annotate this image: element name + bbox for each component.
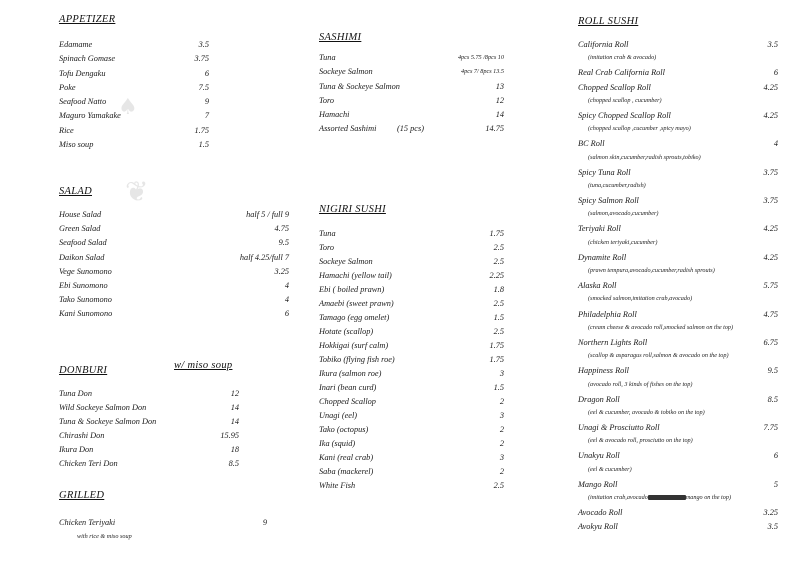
menu-item-price: 14: [495, 110, 504, 120]
menu-item-name: Tako (octopus): [319, 425, 369, 434]
menu-item-price: 5: [773, 479, 778, 489]
menu-item: [59, 40, 209, 54]
menu-item: [319, 53, 504, 67]
watermark-mark: ♠: [118, 95, 138, 120]
menu-item-portion-price: 4pcs 5.75 /8pcs 10: [457, 54, 504, 61]
menu-item: [59, 69, 209, 83]
menu-item-price: 6: [284, 309, 289, 319]
menu-item-description: [578, 54, 778, 68]
menu-item: [319, 327, 504, 341]
menu-item-name: Saba (mackerel): [319, 467, 374, 476]
menu-item-description-text: (salmon skin,cucumber,radish sprouts,tobiko): [588, 153, 701, 161]
menu-item-price: 8.5: [228, 459, 239, 468]
menu-item-description-text: (cream cheese & avocado roll,smocked salmon on the top): [588, 323, 734, 331]
menu-item-description: [578, 324, 778, 338]
menu-item-name: Miso soup: [59, 140, 94, 150]
menu-item-name: Chopped Scallop: [319, 397, 376, 406]
donburi-section: [59, 360, 239, 473]
menu-item-description-text: mango on the top): [685, 494, 732, 501]
menu-item-description: [578, 239, 778, 253]
menu-item-price: 3: [499, 411, 504, 420]
menu-item-name: Rice: [59, 125, 74, 135]
menu-item-description-text: (imitation crab,avocado: [588, 494, 648, 501]
grilled-section: [59, 490, 267, 545]
menu-item-description: [59, 533, 239, 545]
menu-item: [319, 411, 504, 425]
redacted-mark: [648, 495, 686, 500]
menu-item-description-text: (eel & cucumber): [588, 465, 632, 473]
menu-item: [319, 453, 504, 467]
menu-item: [319, 481, 504, 495]
menu-item-description: [578, 97, 778, 111]
menu-item-name: Maguro Yamakake: [59, 111, 121, 121]
menu-item-name: Amaebi (sweet prawn): [319, 299, 394, 308]
menu-item-price: 1.75: [489, 229, 504, 238]
menu-item-description-text: (imitation crab & avocado): [588, 54, 657, 62]
menu-item-name: Real Crab California Roll: [578, 68, 665, 78]
menu-item: [59, 280, 289, 295]
menu-item-description: [578, 409, 778, 423]
appetizer-list: [59, 40, 209, 154]
menu-item: [319, 82, 504, 96]
menu-item-description-text: (avocado roll, 3 kinds of fishes on the top): [588, 380, 693, 388]
menu-item-quantity: (15 pcs): [397, 124, 424, 134]
menu-item-price: 14: [230, 403, 239, 412]
menu-item: [319, 439, 504, 453]
menu-item-description-text: (smocked salmon,imitation crab,avocado): [588, 295, 693, 303]
menu-item-price: 2.5: [493, 299, 504, 308]
roll-sushi-list: [578, 40, 778, 537]
menu-item: [319, 299, 504, 313]
menu-item-name: Unagi & Prosciutto Roll: [578, 423, 660, 433]
menu-item: [319, 110, 504, 124]
menu-item: [578, 366, 778, 380]
menu-item-name: Ikura (salmon roe): [319, 369, 382, 378]
menu-item-portion-price: 4pcs 7/ 8pcs 13.5: [461, 68, 504, 76]
menu-item-price: 4.75: [274, 224, 289, 234]
menu-item: [59, 389, 239, 403]
menu-item-price: 12: [230, 389, 239, 398]
menu-item: [319, 397, 504, 411]
menu-item: [319, 243, 504, 257]
menu-item: [578, 168, 778, 182]
menu-item-price: 1.8: [493, 285, 504, 294]
menu-item-price: 2.5: [493, 327, 504, 336]
menu-item-price: 4.25: [763, 224, 778, 234]
menu-item-name: Philadelphia Roll: [578, 309, 637, 319]
menu-item-name: Green Salad: [59, 224, 101, 234]
menu-item-price: 2.5: [493, 257, 504, 266]
menu-item-price: 14.75: [485, 124, 504, 134]
menu-item-description-text: (chopped scallop , cucumber): [588, 96, 662, 104]
menu-item: [59, 252, 289, 267]
donburi-list: [59, 389, 239, 473]
menu-item-name: Sockeye Salmon: [319, 257, 373, 266]
menu-item-description: [578, 381, 778, 395]
menu-item: [59, 295, 289, 309]
menu-item-price: 3.75: [763, 167, 778, 177]
menu-item-description: [578, 437, 778, 451]
menu-item-name: Ikura Don: [59, 445, 94, 454]
menu-item-name: Ika (squid): [319, 439, 356, 448]
menu-item-name: Seafood Salad: [59, 238, 107, 248]
menu-item-price: 3.25: [274, 266, 289, 276]
menu-item-name: Tobiko (flying fish roe): [319, 355, 395, 364]
menu-item-price: 9.5: [278, 238, 289, 248]
menu-item-price: 18: [230, 445, 239, 454]
menu-item-name: Happiness Roll: [578, 366, 629, 376]
menu-item: [59, 445, 239, 459]
menu-item-price: 15.95: [220, 431, 239, 440]
menu-item: [319, 124, 504, 138]
menu-item-price: 2: [499, 425, 504, 434]
menu-item: [578, 480, 778, 494]
menu-item-price: 12: [495, 95, 504, 105]
menu-item-price: 8.5: [767, 394, 778, 404]
menu-item: [578, 423, 778, 437]
menu-item-name: Assorted Sashimi: [319, 124, 377, 134]
menu-item-name: Hamachi: [319, 110, 350, 120]
menu-item-description-text: (salmon,avocado,cucumber): [588, 210, 659, 218]
menu-item: [59, 140, 209, 154]
menu-item-description-text: with rice & miso soup: [77, 533, 132, 540]
menu-item-name: Tuna Don: [59, 389, 92, 398]
menu-item-name: Teriyaki Roll: [578, 224, 621, 234]
menu-item-name: Spicy Salmon Roll: [578, 196, 639, 206]
sashimi-list: [319, 53, 504, 139]
menu-item-name: Spicy Chopped Scallop Roll: [578, 110, 671, 120]
menu-item: [319, 467, 504, 481]
menu-item-price: 1.5: [198, 140, 209, 150]
menu-item-name: Vege Sunomono: [59, 266, 112, 276]
menu-item: [578, 83, 778, 97]
menu-item-name: Mango Roll: [578, 479, 618, 489]
menu-item-name: Tuna: [319, 229, 336, 238]
menu-item: [578, 224, 778, 238]
menu-item: [319, 355, 504, 369]
menu-item-name: Ebi ( boiled prawn): [319, 285, 385, 294]
menu-item: [578, 508, 778, 522]
menu-item-name: Chicken Teri Don: [59, 459, 118, 468]
menu-item-price: half 5 / full 9: [246, 210, 289, 219]
menu-item-price: 2: [499, 467, 504, 476]
menu-item-description: [578, 182, 778, 196]
menu-item-description: [578, 494, 778, 508]
donburi-subtitle: w/ miso soup: [174, 360, 233, 371]
menu-item-name: Ebi Sunomono: [59, 280, 108, 290]
menu-item: [578, 68, 778, 82]
menu-item-price: 2.5: [493, 243, 504, 252]
menu-item-price: 3.5: [198, 40, 209, 49]
menu-item: [578, 111, 778, 125]
menu-item-price: 1.75: [194, 125, 209, 135]
menu-item-description-text: (chopped scallop ,cucumber ,spicy mayo): [588, 125, 691, 133]
menu-item: [59, 54, 209, 68]
menu-item-name: Kani Sunomono: [59, 309, 113, 319]
menu-item-name: Poke: [59, 82, 76, 92]
roll-sushi-section: [578, 16, 778, 537]
menu-item: [578, 40, 778, 54]
menu-item-price: 4: [284, 280, 289, 290]
menu-item-name: Seafood Natto: [59, 97, 107, 107]
menu-item-name: Toro: [319, 243, 335, 252]
menu-item: [59, 266, 289, 281]
menu-item-name: Wild Sockeye Salmon Don: [59, 403, 147, 412]
menu-item-price: 2.5: [493, 481, 504, 490]
appetizer-section: [59, 14, 209, 154]
menu-item: [319, 271, 504, 285]
menu-item-price: 7.75: [763, 423, 778, 433]
menu-item-description: [578, 154, 778, 168]
menu-item-name: Hamachi (yellow tail): [319, 271, 392, 280]
menu-item-name: Dynamite Roll: [578, 252, 627, 262]
nigiri-title: NIGIRI SUSHI: [319, 204, 386, 215]
menu-item-name: Tuna & Sockeye Salmon Don: [59, 417, 157, 426]
sashimi-title: SASHIMI: [319, 32, 362, 43]
menu-item-price: 3.25: [763, 508, 778, 518]
menu-item-price: 3: [499, 369, 504, 378]
menu-item: [59, 518, 267, 531]
menu-item-description-text: (prawn tempura,avocado,cucumber,radish sprouts): [588, 267, 715, 274]
menu-item-name: Edamame: [59, 40, 93, 49]
menu-item: [578, 338, 778, 352]
grilled-title: GRILLED: [59, 490, 105, 501]
menu-item-name: Tako Sunomono: [59, 295, 112, 305]
menu-item-description-text: (eel & avocado roll, prosciutto on the top): [588, 437, 693, 445]
menu-item-price: 3.75: [763, 196, 778, 206]
menu-item-name: Spicy Tuna Roll: [578, 167, 631, 177]
menu-item-name: Tofu Dengaku: [59, 68, 106, 78]
menu-item-price: 3.5: [767, 522, 778, 532]
menu-item-name: Avokyu Roll: [578, 522, 618, 532]
menu-item-price: 6: [773, 451, 778, 461]
menu-item-price: 5.75: [763, 281, 778, 291]
menu-item: [319, 383, 504, 397]
menu-item: [59, 459, 239, 473]
grilled-list: [59, 518, 267, 545]
appetizer-title: APPETIZER: [59, 14, 116, 25]
menu-item-price: 7: [204, 111, 209, 121]
menu-item-price: 6.75: [763, 337, 778, 347]
menu-item-name: Unagi (eel): [319, 411, 358, 420]
menu-item: [59, 111, 209, 125]
menu-item-price: 4.75: [763, 309, 778, 319]
menu-item: [59, 403, 239, 417]
menu-item: [578, 139, 778, 153]
menu-item-name: Chopped Scallop Roll: [578, 82, 651, 92]
menu-item-price: 9: [262, 518, 267, 527]
menu-item: [319, 369, 504, 383]
menu-item-price: 1.5: [493, 313, 504, 322]
menu-item-name: Tuna & Sockeye Salmon: [319, 81, 400, 91]
menu-item-name: House Salad: [59, 210, 102, 219]
menu-item-name: Daikon Salad: [59, 252, 105, 262]
menu-item-price: 14: [230, 417, 239, 426]
roll-sushi-title: ROLL SUSHI: [578, 16, 639, 27]
menu-item: [319, 285, 504, 299]
menu-item-description: [578, 466, 778, 480]
menu-item: [59, 126, 209, 140]
watermark-mark: ❦: [125, 175, 149, 208]
menu-item: [319, 257, 504, 271]
menu-item: [319, 96, 504, 110]
menu-item-price: 1.75: [489, 355, 504, 364]
menu-item-price: 3.75: [194, 54, 209, 64]
menu-item-price: 1.75: [489, 341, 504, 350]
menu-item: [59, 417, 239, 431]
menu-item-price: 4: [773, 139, 778, 149]
menu-item-name: Hotate (scallop): [319, 327, 374, 336]
menu-item-price: 2: [499, 439, 504, 448]
menu-item: [578, 281, 778, 295]
menu-item-name: Unakyu Roll: [578, 451, 620, 461]
menu-item-name: Chicken Teriyaki: [59, 518, 116, 527]
salad-list: [59, 210, 289, 324]
menu-item-price: 9.5: [767, 366, 778, 376]
menu-item-name: White Fish: [319, 481, 356, 490]
nigiri-section: [319, 204, 504, 495]
menu-item-name: BC Roll: [578, 139, 605, 149]
menu-item-name: Alaska Roll: [578, 281, 617, 291]
menu-item-name: Avocado Roll: [578, 508, 623, 518]
menu-item: [578, 395, 778, 409]
menu-item-description-text: (scallop & asparagus roll,salmon & avocado on the top): [588, 352, 729, 360]
menu-item-description: [578, 210, 778, 224]
salad-section: [59, 186, 289, 324]
menu-item-price: 3: [499, 453, 504, 462]
menu-item-price: 6: [204, 68, 209, 78]
menu-item-description: [578, 267, 778, 281]
menu-item-name: Kani (real crab): [319, 453, 374, 462]
menu-item-price: 7.5: [198, 82, 209, 92]
menu-item-price: 6: [773, 68, 778, 78]
menu-item-price: 13: [495, 81, 504, 91]
menu-item-price: 2: [499, 397, 504, 406]
menu-item-name: Tamago (egg omelet): [319, 313, 390, 322]
sashimi-section: [319, 32, 504, 139]
menu-item: [319, 229, 504, 243]
menu-item-price: 3.5: [767, 40, 778, 49]
menu-item: [578, 451, 778, 465]
menu-item: [59, 224, 289, 238]
menu-item-name: Inari (bean curd): [319, 383, 377, 392]
menu-item: [578, 522, 778, 536]
menu-item: [319, 67, 504, 81]
menu-item-price: 4.25: [763, 82, 778, 92]
menu-item: [59, 309, 289, 323]
salad-title: SALAD: [59, 186, 92, 197]
menu-item: [59, 238, 289, 252]
menu-item-name: Toro: [319, 95, 335, 105]
menu-item: [319, 313, 504, 327]
menu-item-name: Dragon Roll: [578, 394, 620, 404]
menu-item: [59, 97, 209, 111]
menu-item-name: Hokkigai (surf calm): [319, 341, 389, 350]
menu-item: [319, 341, 504, 355]
menu-item: [578, 196, 778, 210]
menu-item-price: 4.25: [763, 110, 778, 120]
menu-item-price: 4: [284, 295, 289, 305]
menu-item-description: [578, 295, 778, 309]
menu-item: [59, 210, 289, 224]
menu-item-description: [578, 352, 778, 366]
menu-item-price: 2.25: [489, 271, 504, 280]
menu-item-description-text: (eel & cucumber, avocado & tobiko on the top): [588, 408, 705, 416]
nigiri-list: [319, 229, 504, 495]
menu-item-name: Northern Lights Roll: [578, 337, 648, 347]
menu-item-description-text: (chicken teriyaki,cucumber): [588, 238, 658, 246]
menu-item-name: Tuna: [319, 53, 336, 62]
menu-item-description-text: (tuna,cucumber,radish): [588, 181, 646, 189]
menu-item: [59, 431, 239, 445]
menu-item-price: 4.25: [763, 252, 778, 262]
menu-item-name: Spinach Gomase: [59, 54, 115, 64]
menu-item-price: 1.5: [493, 383, 504, 392]
menu-item: [59, 83, 209, 97]
menu-item-description: [578, 125, 778, 139]
menu-item: [319, 425, 504, 439]
menu-item-price: 9: [204, 97, 209, 107]
menu-item-name: Sockeye Salmon: [319, 67, 373, 77]
donburi-title: DONBURI: [59, 365, 108, 376]
menu-item-price: half 4.25/full 7: [239, 252, 289, 262]
menu-item-name: Chirashi Don: [59, 431, 105, 440]
menu-item: [578, 253, 778, 267]
menu-item: [578, 310, 778, 324]
menu-item-name: California Roll: [578, 40, 629, 49]
